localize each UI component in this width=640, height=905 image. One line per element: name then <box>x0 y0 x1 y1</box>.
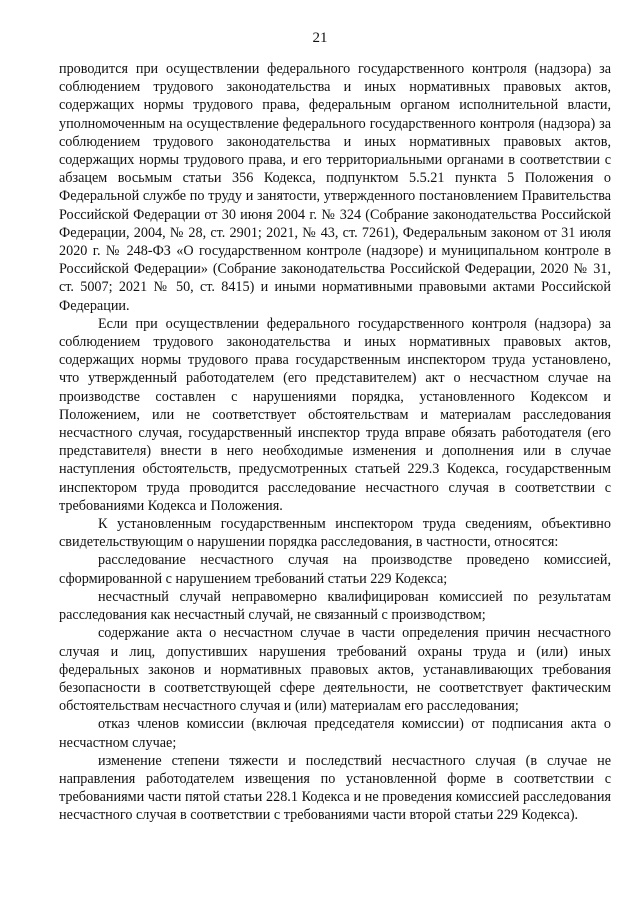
document-body <box>59 60 611 825</box>
list-item-qualification: несчастный случай неправомерно квалифицирован комиссией по результатам расследования как несчастный случай, не связанный с производством; <box>59 588 611 624</box>
list-item-refusal-to-sign: отказ членов комиссии (включая председателя комиссии) от подписания акта о несчастном случае; <box>59 716 611 751</box>
list-item-act-content: содержание акта о несчастном случае в части определения причин несчастного случая и лиц, допустивших нарушения требований охраны труда и (или) иных федеральных законов и нормативных правовых актов, устанавливающих требования безопасности в соответствующей сфере деятельности, не соответствует фактическим обстоятельствам несчастного случая и (или) материалам его расследования; <box>59 625 611 715</box>
list-item-commission-formation: расследование несчастного случая на производстве проведено комиссией, сформированной с нарушением требований статьи 229 Кодекса; <box>59 552 611 587</box>
page-number: 21 <box>312 30 328 46</box>
list-item-severity-change: изменение степени тяжести и последствий несчастного случая (в случае не направления работодателем извещения по установленной форме в соответствии с требованиями части пятой статьи 228.1 Кодекса и не проведения комиссией расследования несчастного случая в соответствии с требованиями части второй статьи 229 Кодекса). <box>59 752 611 824</box>
paragraph-inspection-violation: Если при осуществлении федерального государственного контроля (надзора) за соблюдением трудового законодательства и иных нормативных правовых актов, содержащих нормы трудового права государственным инспектором труда установлено, что утвержденный работодателем (его представителем) акт о несчастном случае на производстве составлен с нарушениями порядка, установленного Кодексом и Положением, или не соответствует обстоятельствам и материалам расследования несчастного случая, государственный инспектор труда вправе обязать работодателя (его представителя) внести в него необходимые изменения и дополнения или в случае наступления обстоятельств, предусмотренных статьей 229.3 Кодекса, государственным инспектором труда проводится расследование несчастного случая в соответствии с требованиями Кодекса и Положения. <box>59 315 611 514</box>
paragraph-evidence-intro: К установленным государственным инспектором труда сведениям, объективно свидетельствующим о нарушении порядка расследования, в частности, относятся: <box>59 516 611 551</box>
paragraph-continuation: проводится при осуществлении федерального государственного контроля (надзора) за соблюдением трудового законодательства и иных нормативных правовых актов, содержащих нормы трудового права, федеральным органом исполнительной власти, уполномоченным на осуществление федерального государственного контроля (надзора) за соблюдением трудового законодательства и иных нормативных правовых актов, содержащих нормы трудового права, и его территориальными органами в соответствии с абзацем восьмым статьи 356 Кодекса, подпунктом 5.5.21 пункта 5 Положения о Федеральной службе по труду и занятости, утвержденного постановлением Правительства Российской Федерации от 30 июня 2004 г. № 324 (Собрание законодательства Российской Федерации, 2004, № 28, ст. 2901; 2021, № 43, ст. 7261), Федеральным законом от 31 июля 2020 г. № 248-ФЗ «О государственном контроле (надзоре) и муниципальном контроле в Российской Федерации» (Собрание законодательства Российской Федерации, 2020 № 31, ст. 5007; 2021 № 50, ст. 8415) и иными нормативными правовыми актами Российской Федерации. <box>59 61 611 314</box>
